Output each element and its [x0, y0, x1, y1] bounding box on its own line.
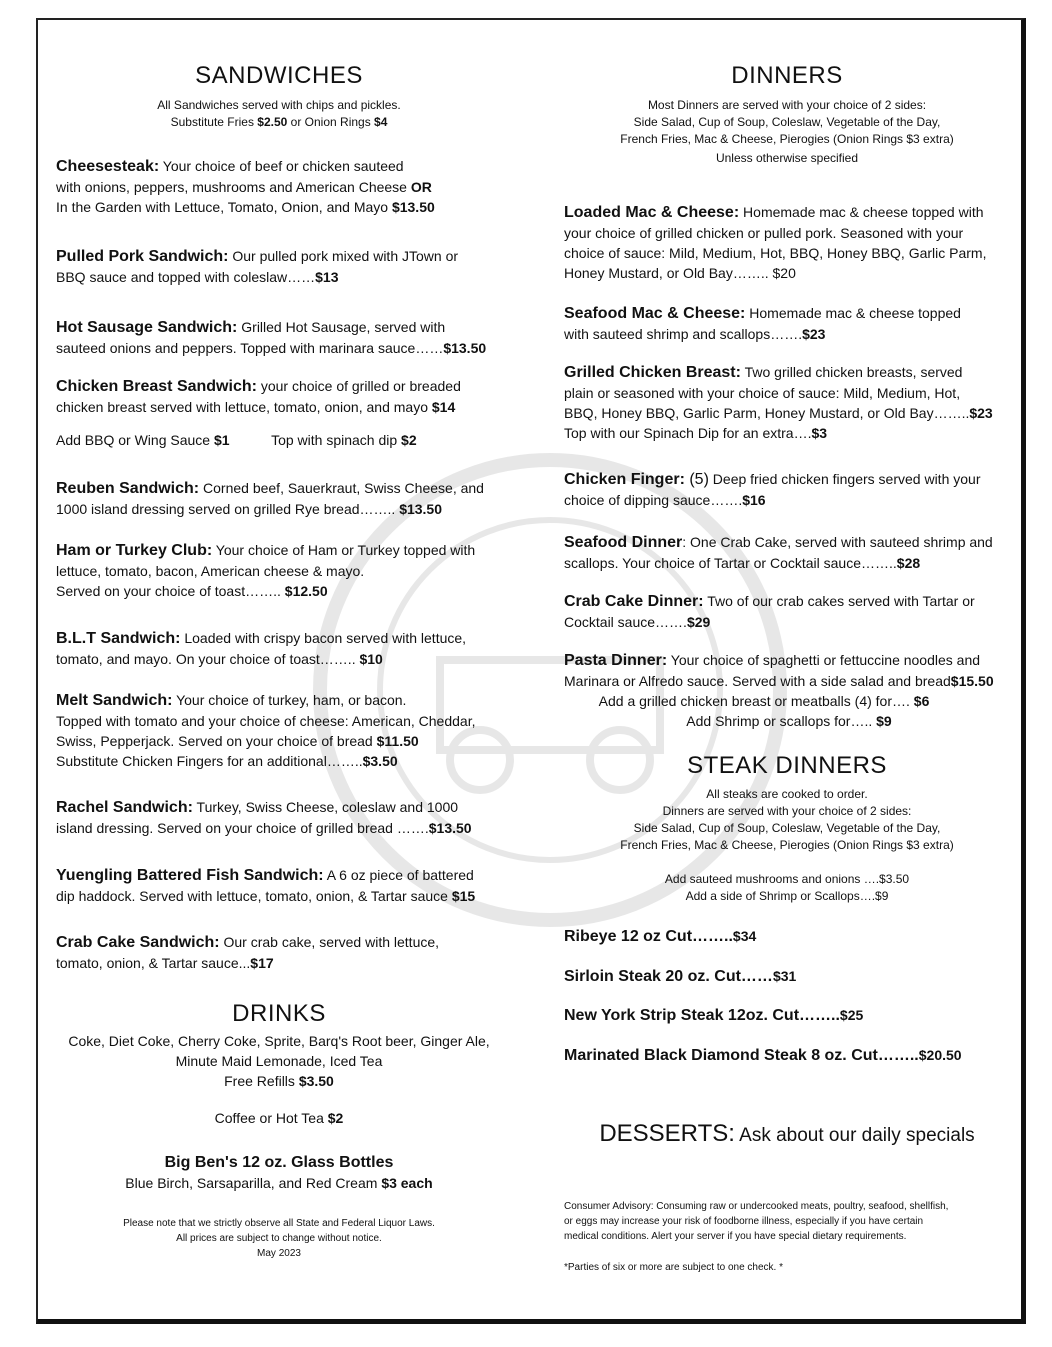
menu-item-pulled-pork: Pulled Pork Sandwich: Our pulled pork mixed with JTown or BBQ sauce and topped with coleslaw……$13 — [56, 248, 459, 285]
menu-item-rachel: Rachel Sandwich: Turkey, Swiss Cheese, coleslaw and 1000 island dressing. Served on your choice of grilled bread …….$13.50 — [56, 799, 472, 836]
sandwiches-intro: All Sandwiches served with chips and pickles. Substitute Fries $2.50 or Onion Rings $4 — [157, 98, 401, 129]
steak-dinners-title: STEAK DINNERS — [687, 752, 887, 779]
steak-item-black-diamond: Marinated Black Diamond Steak 8 oz. Cut……..$20.50 — [564, 1047, 962, 1064]
menu-item-seafood-dinner: Seafood Dinner: One Crab Cake, served with sauteed shrimp and scallops. Your choice of Tartar or Cocktail sauce……..$28 — [564, 534, 993, 571]
menu-item-cheesesteak: Cheesesteak: Your choice of beef or chicken sauteed with onions, peppers, mushrooms and American Cheese OR In the Garden with Lettuce, Tomato, Onion, and Mayo $13.50 — [56, 158, 435, 215]
consumer-advisory: Consumer Advisory: Consuming raw or undercooked meats, poultry, seafood, shellfish, or eggs may increase your risk of foodborne illness, especially if you have certain medical conditions. Alert your server if you have special dietary requirements. *Parties of six or more are subject to one check. * — [564, 1201, 949, 1273]
dinners-title: DINNERS — [731, 62, 843, 89]
glass-bottles: Big Ben's 12 oz. Glass Bottles Blue Birch, Sarsaparilla, and Red Cream $3 each — [125, 1154, 433, 1191]
drinks-title: DRINKS — [232, 1000, 326, 1027]
menu-item-fish-sandwich: Yuengling Battered Fish Sandwich: A 6 oz piece of battered dip haddock. Served with lettuce, tomato, onion, & Tartar sauce $15 — [56, 867, 476, 904]
menu-item-grilled-chicken: Grilled Chicken Breast: Two grilled chicken breasts, served plain or seasoned with your choice of sauce: Mild, Medium, Hot, BBQ, Honey BBQ, Garlic Parm, Honey Mustard, or Old Bay……..$23 Top with our Spinach Dip for an extra….$3 — [564, 364, 993, 441]
steak-item-ribeye: Ribeye 12 oz Cut……..$34 — [564, 928, 757, 945]
menu-item-seafood-mac: Seafood Mac & Cheese: Homemade mac & cheese topped with sauteed shrimp and scallops…….$23 — [564, 305, 961, 342]
menu-item-loaded-mac: Loaded Mac & Cheese: Homemade mac & cheese topped with your choice of grilled chicken or pulled pork. Seasoned with your choice of sauce: Mild, Medium, Hot, BBQ, Honey BBQ, Garlic Parm, Honey Mustard, or Old Bay…….. $20 — [564, 204, 987, 281]
dinners-intro: Most Dinners are served with your choice of 2 sides: Side Salad, Cup of Soup, Coleslaw, Vegetable of the Day, French Fries, Mac & Cheese, Pierogies (Onion Rings $3 extra) Unless otherwise specified — [620, 98, 954, 165]
menu-item-reuben: Reuben Sandwich: Corned beef, Sauerkraut, Swiss Cheese, and 1000 island dressing served on grilled Rye bread…….. $13.50 — [56, 480, 484, 517]
legal-notice: Please note that we strictly observe all State and Federal Liquor Laws. All prices are subject to change without notice. May 2023 — [123, 1218, 435, 1259]
menu-item-chicken-breast-sandwich: Chicken Breast Sandwich: your choice of grilled or breaded chicken breast served with lettuce, tomato, onion, and mayo $14 — [56, 378, 461, 415]
desserts-title: DESSERTS: — [599, 1120, 735, 1147]
steak-item-sirloin: Sirloin Steak 20 oz. Cut……$31 — [564, 968, 797, 985]
menu-item-crab-cake-dinner: Crab Cake Dinner: Two of our crab cakes served with Tartar or Cocktail sauce…….$29 — [564, 593, 975, 630]
steak-item-ny-strip: New York Strip Steak 12oz. Cut……..$25 — [564, 1007, 864, 1024]
desserts-line: DESSERTS: Ask about our daily specials — [599, 1120, 975, 1147]
menu-item-club: Ham or Turkey Club: Your choice of Ham or Turkey topped with lettuce, tomato, bacon, American cheese & mayo. Served on your choice of toast…….. $12.50 — [56, 542, 476, 599]
sandwiches-title: SANDWICHES — [195, 62, 363, 89]
menu-item-chicken-finger: Chicken Finger: (5) Deep fried chicken fingers served with your choice of dipping sauce…….$16 — [564, 471, 981, 508]
sandwich-addons: Add BBQ or Wing Sauce $1 Top with spinach dip $2 — [56, 432, 417, 448]
menu-item-pasta-dinner: Pasta Dinner: Your choice of spaghetti or fettuccine noodles and Marinara or Alfredo sauce. Served with a side salad and bread$15.50 Add a grilled chicken breast or meatballs (4) for…. $6 Add Shrimp or scallops for….. $9 — [564, 652, 994, 729]
steak-addons: Add sauteed mushrooms and onions ….$3.50 Add a side of Shrimp or Scallops….$9 — [664, 872, 910, 903]
coffee-tea: Coffee or Hot Tea $2 — [214, 1110, 344, 1126]
menu-item-hot-sausage: Hot Sausage Sandwich: Grilled Hot Sausage, served with sauteed onions and peppers. Topped with marinara sauce……$13.50 — [56, 319, 487, 356]
steak-intro: All steaks are cooked to order. Dinners are served with your choice of 2 sides: Side Salad, Cup of Soup, Coleslaw, Vegetable of the Day, French Fries, Mac & Cheese, Pierogies (Onion Rings $3 extra) — [620, 787, 954, 852]
menu-item-melt: Melt Sandwich: Your choice of turkey, ham, or bacon. Topped with tomato and your choice of cheese: American, Cheddar, Swiss, Pepperjack. Served on your choice of bread $11.50 Substitute Chicken Fingers for an additional……..$3.50 — [56, 692, 476, 769]
menu-item-blt: B.L.T Sandwich: Loaded with crispy bacon served with lettuce, tomato, and mayo. On your choice of toast…….. $10 — [56, 630, 467, 667]
drinks-list: Coke, Diet Coke, Cherry Coke, Sprite, Barq's Root beer, Ginger Ale, Minute Maid Lemonade, Iced Tea Free Refills $3.50 — [68, 1033, 490, 1089]
menu-item-crab-cake-sandwich: Crab Cake Sandwich: Our crab cake, served with lettuce, tomato, onion, & Tartar sauce...$17 — [56, 934, 440, 971]
